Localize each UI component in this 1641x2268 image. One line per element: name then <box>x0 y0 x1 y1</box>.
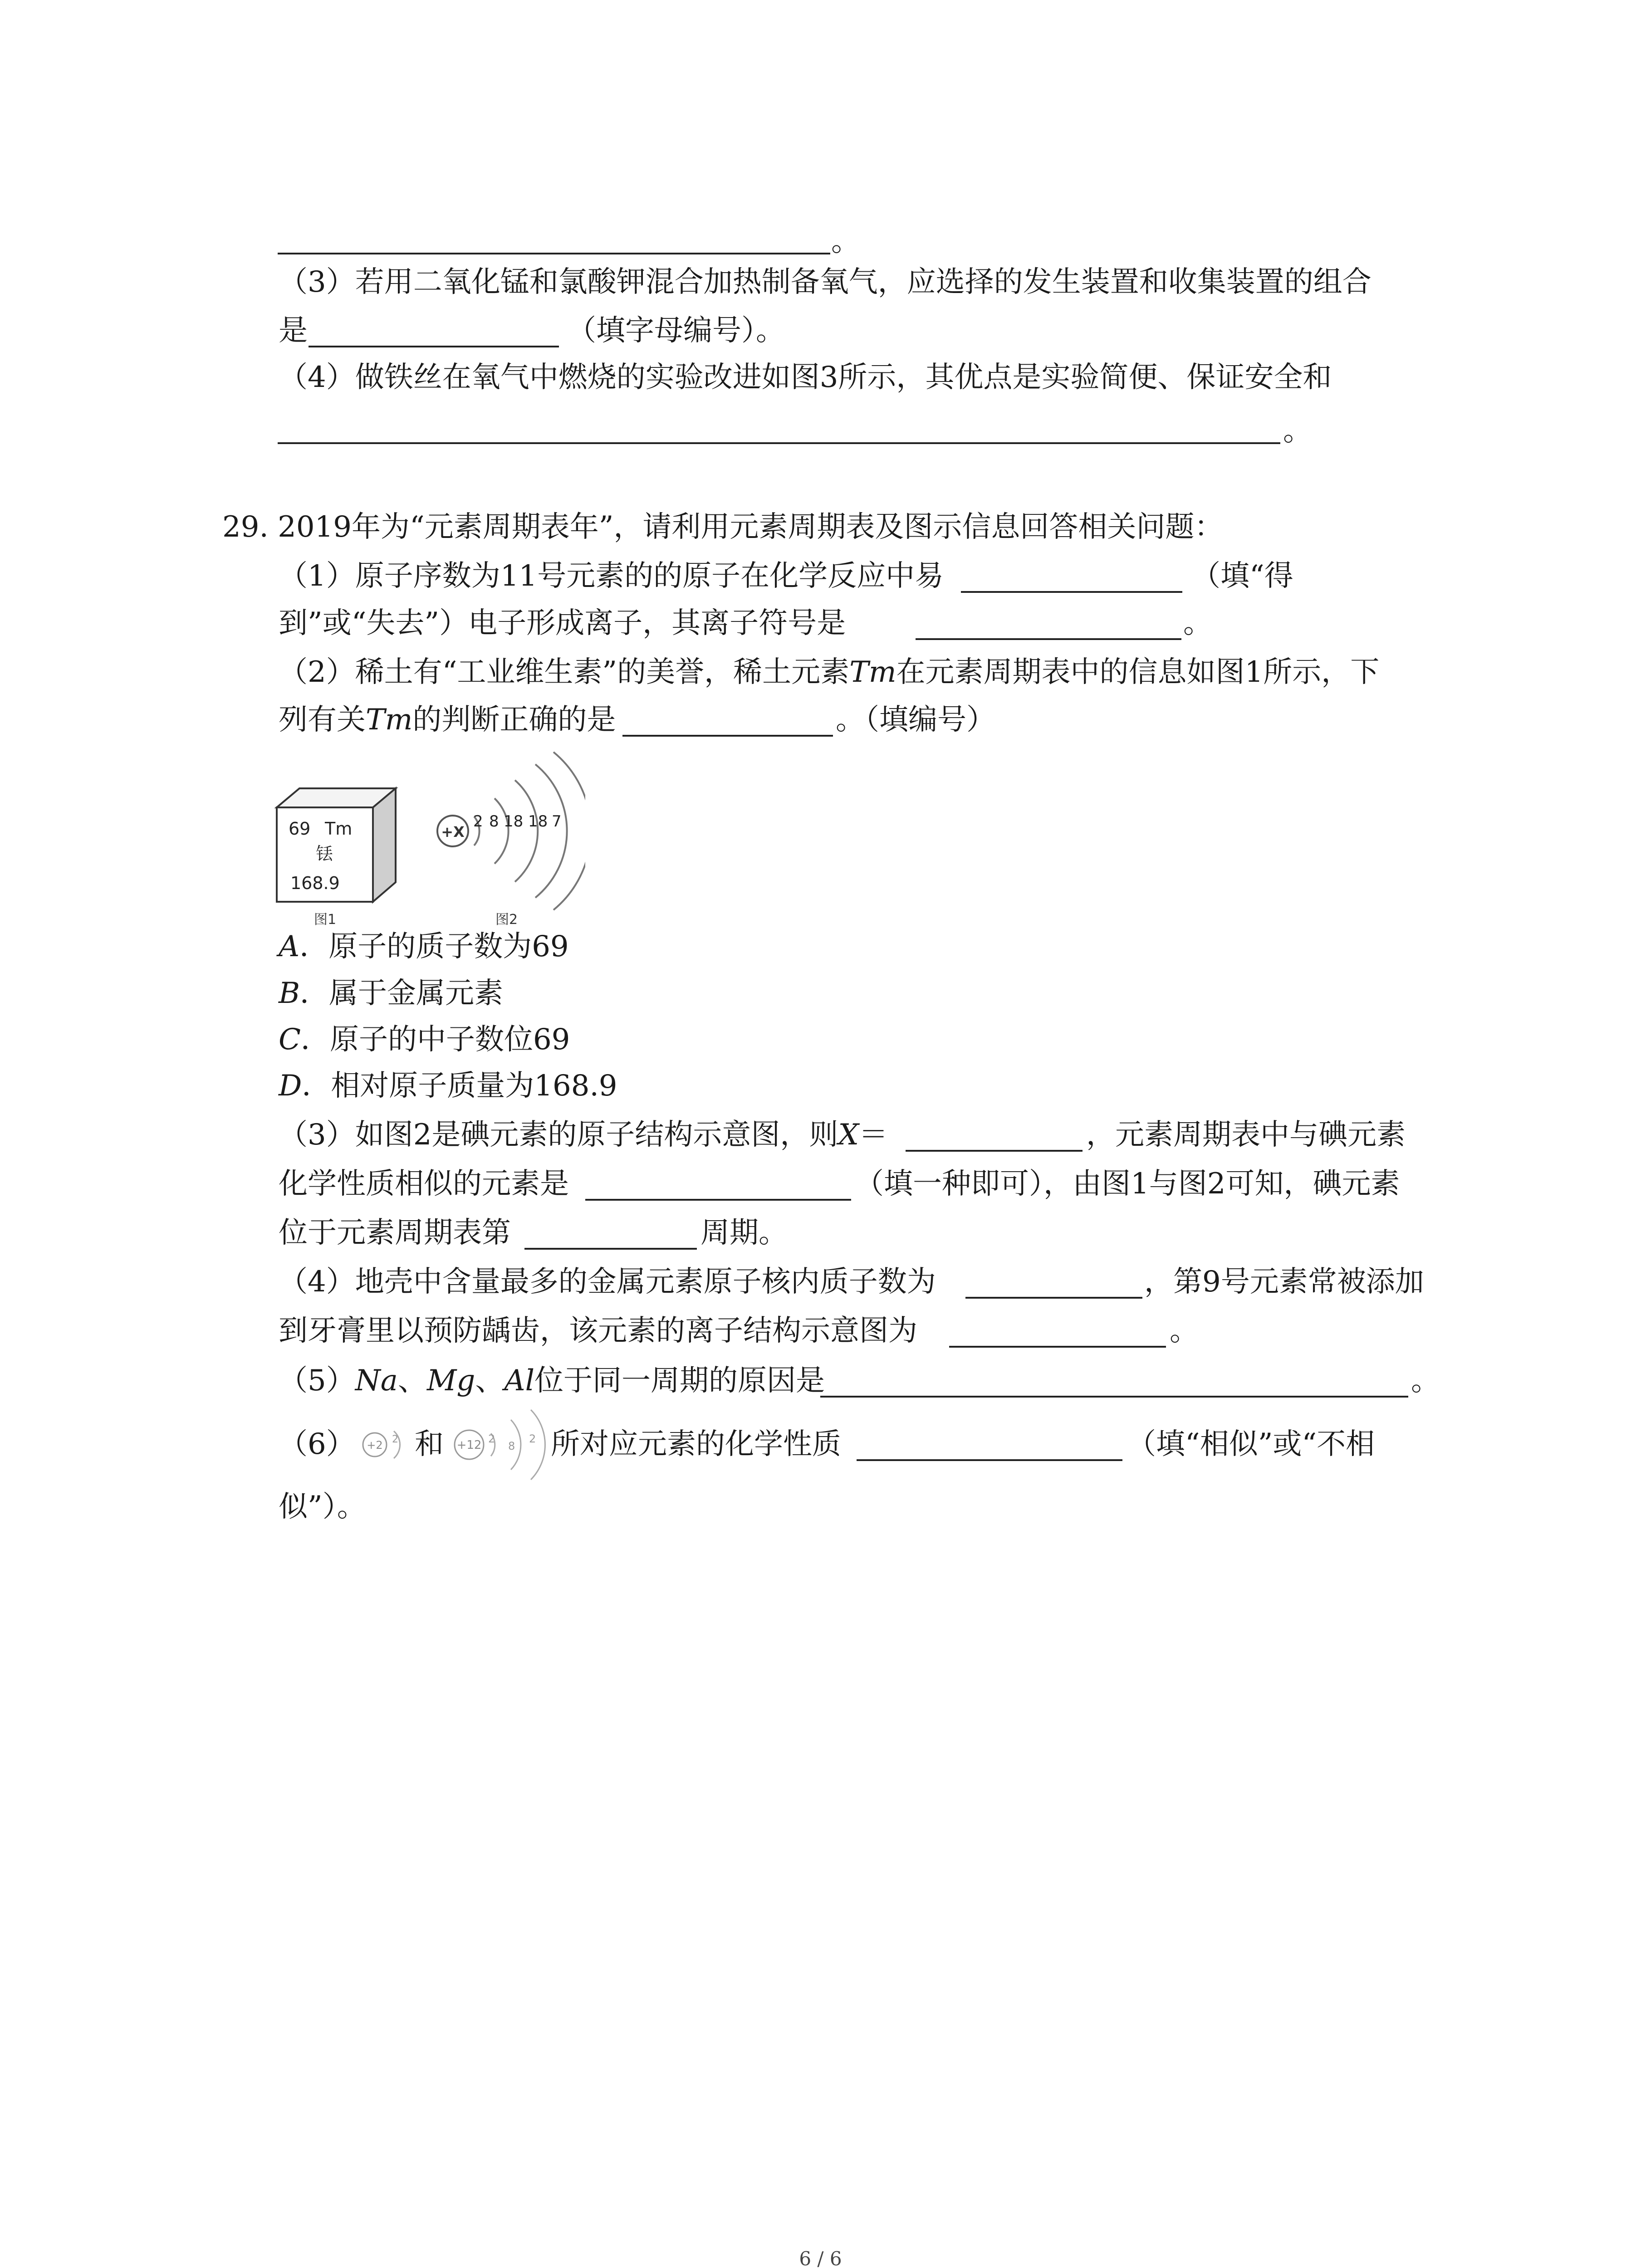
page-number: 6 / 6 <box>799 2248 842 2268</box>
sentence-end: 。 <box>1183 606 1212 640</box>
answer-blank[interactable] <box>524 1248 697 1250</box>
q29-part6-start: （6） <box>279 1427 355 1461</box>
q29-part2-line2: 列有关Tm的判断正确的是 <box>279 703 616 737</box>
svg-text:+12: +12 <box>456 1438 482 1452</box>
helium-atom-structure <box>357 1415 416 1474</box>
q29-part4-line2-start: 到牙膏里以预防龋齿，该元素的离子结构示意图为 <box>279 1314 917 1348</box>
q29-part1-line1-end: （填“得 <box>1191 559 1293 593</box>
element-name: 铥 <box>316 844 333 864</box>
svg-text:8: 8 <box>508 1440 515 1452</box>
sentence-end: 。 <box>1283 414 1312 448</box>
answer-blank[interactable] <box>622 735 833 737</box>
svg-text:8: 8 <box>489 812 499 831</box>
option-b[interactable]: B．属于金属元素 <box>279 977 504 1010</box>
q29-part6-and: 和 <box>415 1427 444 1461</box>
sentence-end: 。 <box>1411 1364 1440 1398</box>
svg-text:18: 18 <box>528 812 548 831</box>
q29-part3-line2-start: 化学性质相似的元素是 <box>279 1167 569 1201</box>
svg-text:2: 2 <box>392 1434 398 1445</box>
sentence-end: 。 <box>1170 1314 1199 1348</box>
answer-blank[interactable] <box>820 1396 1408 1398</box>
answer-blank[interactable] <box>965 1297 1142 1299</box>
q29-part4-line1-end: ，第9号元素常被添加 <box>1144 1265 1424 1299</box>
q29-part3-line1-end: ，元素周期表中与碘元素 <box>1086 1118 1406 1152</box>
answer-blank[interactable] <box>961 591 1182 593</box>
element-symbol: Tm <box>325 819 353 839</box>
option-c[interactable]: C．原子的中子数位69 <box>279 1023 570 1056</box>
figure-2-caption: 图2 <box>495 912 518 928</box>
q29-part3-line1-start: （3）如图2是碘元素的原子结构示意图，则X＝ <box>279 1118 888 1152</box>
q29-part5-line: （5）Na、Mg、Al位于同一周期的原因是 <box>279 1364 825 1398</box>
svg-text:18: 18 <box>504 812 524 831</box>
q29-part2-line1: （2）稀土有“工业维生素”的美誉，稀土元素Tm在元素周期表中的信息如图1所示，下 <box>279 655 1380 689</box>
q29-part6-end: （填“相似”或“不相 <box>1127 1427 1375 1461</box>
svg-text:7: 7 <box>552 812 562 831</box>
answer-blank[interactable] <box>278 442 1280 444</box>
q28-part3-line2-start: 是 <box>279 314 308 347</box>
q29-part1-line1-start: （1）原子序数为11号元素的的原子在化学反应中易 <box>279 559 944 593</box>
periodic-table-cell-figure <box>272 780 408 916</box>
q29-part3-line2-end: （填一种即可），由图1与图2可知，碘元素 <box>855 1167 1400 1201</box>
svg-text:2: 2 <box>488 1432 495 1445</box>
q29-part6-mid: 所对应元素的化学性质 <box>551 1427 841 1461</box>
atomic-mass: 168.9 <box>290 873 340 893</box>
answer-blank[interactable] <box>949 1346 1166 1348</box>
sentence-end: 。 <box>831 225 860 258</box>
answer-blank[interactable] <box>585 1199 851 1201</box>
q29-intro: 29. 2019年为“元素周期表年”，请利用元素周期表及图示信息回答相关问题： <box>222 510 1224 544</box>
nucleus-label: +X <box>441 823 465 841</box>
q29-part2-line2-end: 。（填编号） <box>836 703 995 737</box>
q29-part1-line2-start: 到”或“失去”）电子形成离子，其离子符号是 <box>279 606 846 640</box>
answer-blank[interactable] <box>278 253 830 254</box>
option-a[interactable]: A．原子的质子数为69 <box>279 930 569 963</box>
svg-text:2: 2 <box>473 812 483 831</box>
atomic-structure-figure <box>431 748 585 912</box>
q29-part3-line3-end: 周期。 <box>700 1216 788 1250</box>
option-d[interactable]: D．相对原子质量为168.9 <box>279 1069 617 1103</box>
atomic-number: 69 <box>289 819 311 839</box>
q29-part4-line1-start: （4）地壳中含量最多的金属元素原子核内质子数为 <box>279 1265 936 1299</box>
answer-blank[interactable] <box>906 1150 1083 1152</box>
magnesium-atom-structure <box>447 1406 556 1483</box>
svg-text:2: 2 <box>529 1432 536 1445</box>
answer-blank[interactable] <box>309 346 559 347</box>
answer-blank[interactable] <box>857 1459 1122 1461</box>
svg-text:+2: +2 <box>367 1439 383 1452</box>
q28-part3-line2-end: （填字母编号）。 <box>567 314 785 347</box>
figure-1-caption: 图1 <box>314 912 337 928</box>
answer-blank[interactable] <box>916 638 1181 640</box>
q28-part4-line1: （4）做铁丝在氧气中燃烧的实验改进如图3所示，其优点是实验简便、保证安全和 <box>279 361 1332 394</box>
q28-part3-line1: （3）若用二氧化锰和氯酸钾混合加热制备氧气，应选择的发生装置和收集装置的组合 <box>279 265 1372 299</box>
q29-part3-line3-start: 位于元素周期表第 <box>279 1216 511 1250</box>
q29-part6-line2: 似”）。 <box>279 1490 366 1524</box>
